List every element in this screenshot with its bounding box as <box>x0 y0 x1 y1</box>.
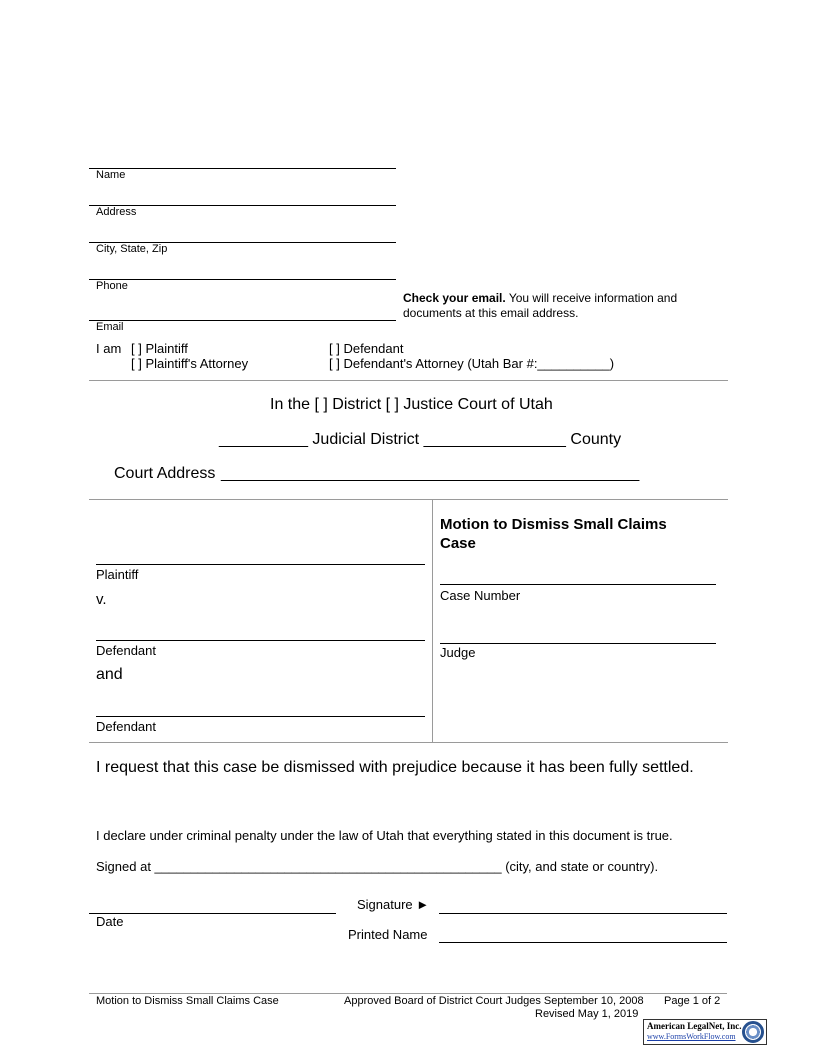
signature-label: Signature ► <box>357 897 430 912</box>
divider-caption-bottom <box>89 742 728 743</box>
court-line-2: __________ Judicial District ________________ County <box>219 431 622 448</box>
and-label: and <box>96 666 123 683</box>
versus-label: v. <box>96 591 107 608</box>
case-number-label: Case Number <box>440 588 521 603</box>
request-text: I request that this case be dismissed with prejudice because it has been fully settled. <box>96 759 694 776</box>
judge-label: Judge <box>440 645 476 660</box>
phone-line[interactable] <box>89 279 396 280</box>
american-legalnet-logo[interactable] <box>643 1019 767 1045</box>
document-title-line1: Motion to Dismiss Small Claims <box>440 516 667 533</box>
email-note <box>403 291 677 321</box>
court-address-label: Court Address <box>114 465 216 482</box>
signed-at-text[interactable]: Signed at ________________________________________________ (city, and state or country). <box>96 859 659 874</box>
document-title <box>440 515 667 553</box>
footer-divider <box>89 993 727 994</box>
defendant-checkbox[interactable]: [ ] Defendant <box>329 341 404 356</box>
email-note-bold: Check your email. <box>403 291 506 305</box>
email-label: Email <box>96 321 124 333</box>
logo-url[interactable]: www.FormsWorkFlow.com <box>647 1032 736 1041</box>
caption-vertical-divider <box>432 499 433 742</box>
globe-icon <box>742 1021 764 1043</box>
footer-revised: Revised May 1, 2019 <box>535 1008 639 1020</box>
footer-approved: Approved Board of District Court Judges September 10, 2008 <box>344 995 644 1007</box>
plaintiff-line[interactable] <box>96 564 425 565</box>
court-line-1: In the [ ] District [ ] Justice Court of Utah <box>270 396 553 413</box>
name-label: Name <box>96 169 126 181</box>
date-label: Date <box>96 914 124 929</box>
phone-label: Phone <box>96 280 128 292</box>
email-note-rest: You will receive information and <box>505 291 678 305</box>
footer-page-number: Page 1 of 2 <box>664 995 721 1007</box>
divider-caption-top <box>89 499 728 500</box>
defendant2-label: Defendant <box>96 719 156 734</box>
i-am-label: I am <box>96 341 122 356</box>
plaintiff-checkbox[interactable]: [ ] Plaintiff <box>131 341 188 356</box>
email-line[interactable] <box>89 320 396 321</box>
judge-line[interactable] <box>440 643 716 644</box>
footer-form-name: Motion to Dismiss Small Claims Case <box>96 995 279 1007</box>
declaration-text: I declare under criminal penalty under the law of Utah that everything stated in this document is true. <box>96 828 673 843</box>
plaintiff-label: Plaintiff <box>96 567 139 582</box>
defendant-label: Defendant <box>96 643 156 658</box>
date-line[interactable] <box>89 913 336 914</box>
defendant2-line[interactable] <box>96 716 425 717</box>
plaintiff-attorney-checkbox[interactable]: [ ] Plaintiff's Attorney <box>131 356 249 371</box>
logo-company: American LegalNet, Inc. <box>647 1021 742 1031</box>
court-address-blank[interactable]: _______________________________________________ <box>221 465 640 482</box>
email-note-line2: documents at this email address. <box>403 306 579 320</box>
name-line[interactable] <box>89 168 396 169</box>
defendant-line[interactable] <box>96 640 425 641</box>
divider-top <box>89 380 728 381</box>
city-state-zip-label: City, State, Zip <box>96 243 168 255</box>
printed-name-label: Printed Name <box>348 927 428 942</box>
case-number-line[interactable] <box>440 584 716 585</box>
document-title-line2: Case <box>440 535 476 552</box>
defendant-attorney-checkbox[interactable]: [ ] Defendant's Attorney (Utah Bar #:__________) <box>329 356 615 371</box>
address-label: Address <box>96 206 137 218</box>
signature-line[interactable] <box>439 913 727 914</box>
printed-name-line[interactable] <box>439 942 727 943</box>
